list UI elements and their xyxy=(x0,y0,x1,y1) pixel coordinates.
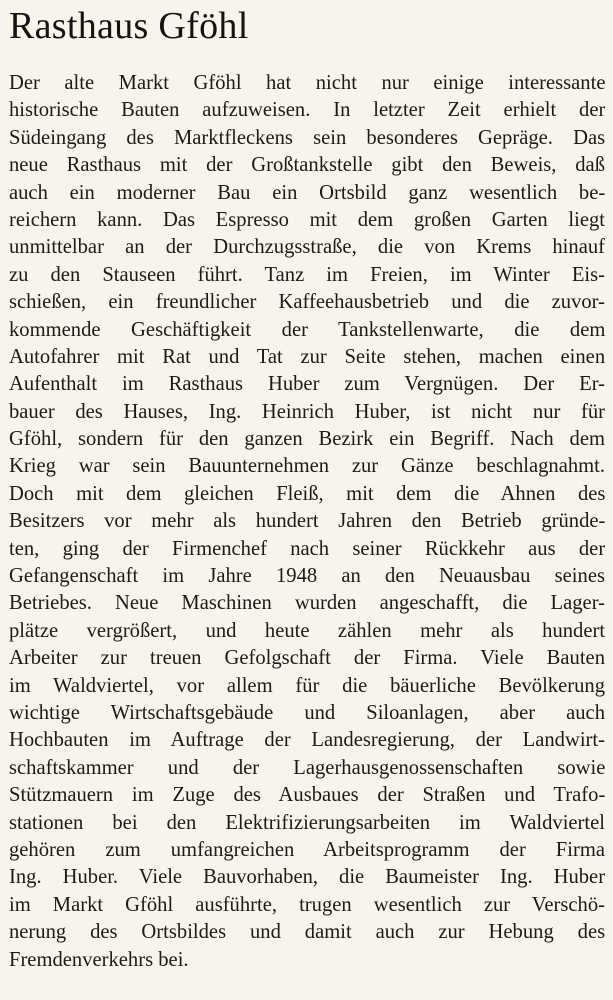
text-line: stationen bei den Elektrifizierungsarbeiten im Waldviertel xyxy=(9,811,605,834)
text-line: im Waldviertel, vor allem für die bäuerliche Bevölkerung xyxy=(9,674,605,697)
text-line: plätze vergrößert, und heute zählen mehr als hundert xyxy=(9,619,605,642)
text-line: nerung des Ortsbildes und damit auch zur Hebung des xyxy=(9,921,605,944)
article-body xyxy=(9,70,605,974)
text-line: Besitzers vor mehr als hundert Jahren den Betrieb gründe- xyxy=(9,510,605,533)
text-line: im Markt Gföhl ausführte, trugen wesentlich zur Verschö- xyxy=(9,893,605,916)
article-title: Rasthaus Gföhl xyxy=(9,5,249,47)
text-line: Der alte Markt Gföhl hat nicht nur einige interessante xyxy=(9,72,605,94)
text-line: Arbeiter zur treuen Gefolgschaft der Firma. Viele Bauten xyxy=(9,647,605,670)
text-line: Betriebes. Neue Maschinen wurden angeschafft, die Lager- xyxy=(9,592,605,615)
text-line: Fremdenverkehrs bei. xyxy=(9,948,189,971)
text-line: Hochbauten im Auftrage der Landesregierung, der Landwirt- xyxy=(9,729,605,752)
text-line: Stützmauern im Zuge des Ausbaues der Straßen und Trafo- xyxy=(9,784,605,807)
text-line: wichtige Wirtschaftsgebäude und Siloanlagen, aber auch xyxy=(9,701,605,724)
text-line: bauer des Hauses, Ing. Heinrich Huber, ist nicht nur für xyxy=(9,400,605,423)
text-line: gehören zum umfangreichen Arbeitsprogramm der Firma xyxy=(9,838,605,861)
text-line: schießen, ein freundlicher Kaffeehausbetrieb und die zuvor- xyxy=(9,291,605,314)
text-line: zu den Stauseen führt. Tanz im Freien, im Winter Eis- xyxy=(9,263,605,286)
text-line: Doch mit dem gleichen Fleiß, mit dem die Ahnen des xyxy=(9,482,605,505)
text-line: kommende Geschäftigkeit der Tankstellenwarte, die dem xyxy=(9,318,605,341)
text-line: Südeingang des Marktfleckens sein besonderes Gepräge. Das xyxy=(9,126,605,149)
text-line: Krieg war sein Bauunternehmen zur Gänze beschlagnahmt. xyxy=(9,455,605,478)
text-line: ten, ging der Firmenchef nach seiner Rückkehr aus der xyxy=(9,537,605,560)
text-line: Gföhl, sondern für den ganzen Bezirk ein Begriff. Nach dem xyxy=(9,428,605,451)
text-line: historische Bauten aufzuweisen. In letzter Zeit erhielt der xyxy=(9,99,605,122)
text-line: auch ein moderner Bau ein Ortsbild ganz wesentlich be- xyxy=(9,181,605,204)
text-line: Aufenthalt im Rasthaus Huber zum Vergnügen. Der Er- xyxy=(9,373,605,396)
text-line: Gefangenschaft im Jahre 1948 an den Neuausbau seines xyxy=(9,565,605,588)
text-line: Autofahrer mit Rat und Tat zur Seite stehen, machen einen xyxy=(9,345,605,368)
text-line: Ing. Huber. Viele Bauvorhaben, die Baumeister Ing. Huber xyxy=(9,866,605,889)
text-line: schaftskammer und der Lagerhausgenossenschaften sowie xyxy=(9,756,605,779)
text-line: neue Rasthaus mit der Großtankstelle gibt den Beweis, daß xyxy=(9,154,605,177)
text-line: reichern kann. Das Espresso mit dem großen Garten liegt xyxy=(9,208,605,231)
text-line: unmittelbar an der Durchzugsstraße, die von Krems hinauf xyxy=(9,236,605,259)
